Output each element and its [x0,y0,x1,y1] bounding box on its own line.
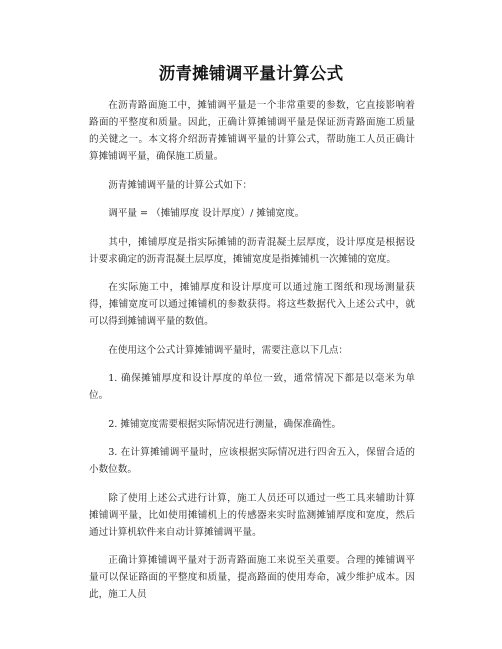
paragraph-formula-intro: 沥青摊铺调平量的计算公式如下： [108,179,253,191]
paragraph-conclusion: 正确计算摊铺调平量对于沥青路面施工来说至关重要。合理的摊铺调平量可以保证路面的平整度和质量，提高路面的使用寿命，减少维护成本。因此，施工人员 [89,555,415,600]
paragraph-definitions: 其中，摊铺厚度是指实际摊铺的沥青混凝土层厚度，设计厚度是根据设计要求确定的沥青混凝土层厚度，摊铺宽度是指摊铺机一次摊铺的宽度。 [89,236,415,265]
paragraph-notes-intro: 在使用这个公式计算摊铺调平量时，需要注意以下几点： [108,344,349,356]
document-title: 沥青摊铺调平量计算公式 [158,64,344,83]
paragraph-note-3: 3. 在计算摊铺调平量时，应该根据实际情况进行四舍五入，保留合适的小数位数。 [89,447,415,475]
paragraph-note-2: 2. 摊铺宽度需要根据实际情况进行测量，确保准确性。 [108,418,342,430]
paragraph-intro: 在沥青路面施工中，摊铺调平量是一个非常重要的参数，它直接影响着路面的平整度和质量。因此，正确计算摊铺调平量是保证沥青路面施工质量的关键之一。本文将介绍沥青摊铺调平量的计算公式，帮助施工人员正确计算摊铺调平量，确保施工质量。 [89,100,415,162]
paragraph-formula: 调平量 = （摊铺厚度 设计厚度）/ 摊铺宽度。 [108,208,305,219]
paragraph-practice: 在实际施工中，摊铺厚度和设计厚度可以通过施工图纸和现场测量获得，摊铺宽度可以通过摊铺机的参数获得。将这些数据代入上述公式中，就可以得到摊铺调平量的数值。 [89,282,415,327]
paragraph-tools: 除了使用上述公式进行计算，施工人员还可以通过一些工具来辅助计算摊铺调平量，比如使用摊铺机上的传感器来实时监测摊铺厚度和宽度，然后通过计算机软件来自动计算摊铺调平量。 [89,492,415,538]
paragraph-note-1: 1. 确保摊铺厚度和设计厚度的单位一致，通常情况下都是以毫米为单位。 [89,373,415,401]
document-body [89,97,415,615]
